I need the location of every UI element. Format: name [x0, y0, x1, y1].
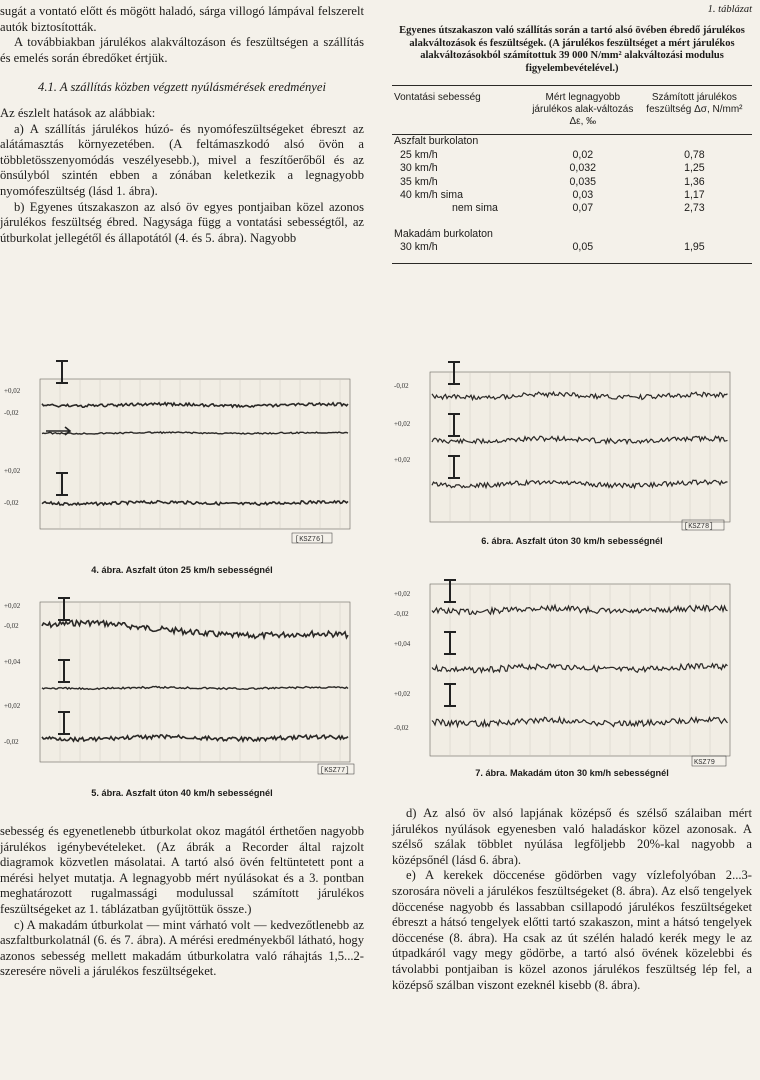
table-cell: 25 km/h [400, 148, 438, 161]
table-cell: 0,03 [572, 189, 594, 201]
tick-label: +0,02 [4, 387, 21, 395]
left-column-top [0, 4, 364, 246]
left-column-bottom [0, 824, 364, 980]
tick-label: -0,02 [4, 622, 19, 630]
tick-label: +0,02 [4, 602, 21, 610]
tick-label: -0,02 [4, 499, 19, 507]
paragraph-d: d) Az alsó öv alsó lapjának középső és szélső szálaiban mért járulékos nyúlások egyenesben való haladáskor közel azonosak. A szélső szálak többlet nyúlása legföljebb 20%-kal nagyobb a középsőnél (lásd 6. ábra). [392, 806, 752, 867]
figure-stamp: [KSZ77] [320, 767, 350, 775]
tick-label: -0,02 [4, 409, 19, 417]
figure-6 [392, 356, 752, 546]
tick-label: -0,02 [394, 610, 409, 618]
figure-caption: 7. ábra. Makadám úton 30 km/h sebességnél [475, 768, 669, 778]
figure-stamp: [KSZ78] [684, 523, 714, 531]
figure-4 [0, 355, 364, 575]
table-row [392, 202, 752, 215]
table-row [392, 162, 752, 175]
table-cell: 0,78 [684, 148, 705, 161]
paragraph-a: a) A szállítás járulékos húzó- és nyomófeszültségeket ébreszt az alátámasztás környezetében. (A feltámaszkodó alsó övön a többletösszenyomódás veszélyesebb.), mivel a feszítőerőből és az önsúlyból szintén ebben a zónában keletkezik a legnagyobb nyomófeszültség (lásd 1. ábra). [0, 121, 364, 198]
figure-5 [0, 588, 364, 798]
tick-label: +0,02 [394, 690, 411, 698]
tick-label: -0,02 [394, 382, 409, 390]
paragraph-e: e) A kerekek döccenése gödörben vagy vízlefolyóban 2...3-szorosára növeli a járulékos feszültségeket (8. ábra). Az első tengelyek döccenése nagyobb és lassabban csillapodó járulékos feszültségeket ébreszt a hátsó tengelyek előtti tartó szakaszon, mint a hátsó tengelyek döccenése (8. ábra). Ha csak az út szélén haladó kerék megy le az útpadkáról vagy megy gödörbe, a tartó alsó övének közelebbi és távolabbi pontjaiban is közel azonos járulékos feszültség lép fel, a középső szálban viszont ezeknél kisebb (8. ábra). [392, 868, 752, 992]
table-cell: 30 km/h [400, 241, 438, 254]
figure-caption: 6. ábra. Aszfalt úton 30 km/h sebességnél [481, 536, 663, 546]
table-cell: 0,035 [569, 175, 597, 188]
tick-label: +0,02 [394, 420, 411, 428]
section-title: 4.1. A szállítás közben végzett nyúlásmérések eredményei [38, 80, 326, 95]
tick-label: +0,04 [4, 658, 21, 666]
right-column-top [392, 4, 752, 264]
table-cell: 1,95 [684, 241, 705, 254]
table-cell: 1,25 [684, 162, 705, 175]
tick-label: -0,02 [4, 738, 19, 746]
tick-label: +0,04 [394, 640, 411, 648]
paragraph-c: c) A makadám útburkolat — mint várható volt — kedvezőtlenebb az aszfaltburkolatnál (6. és 7. ábra). A mérési eredményekből látható, hogy azonos sebesség mellett makadám útburkolatra való ráhajtás 1,5...2-szeresére növeli a járulékos feszültségeket. [0, 917, 364, 979]
paragraph: A továbbiakban járulékos alakváltozáson és feszültségen a szállítás és emelés során ébredőket értjük. [0, 35, 364, 65]
figure-caption: 5. ábra. Aszfalt úton 40 km/h sebességnél [91, 788, 273, 798]
table-cell: nem sima [452, 202, 498, 215]
right-column-bottom [392, 806, 752, 993]
paragraph: Az észlelt hatások az alábbiak: [0, 105, 156, 120]
tick-label: +0,02 [394, 590, 411, 598]
table-caption: Egyenes útszakaszon való szállítás során a tartó alsó övében ébredő járulékos alakváltozások és feszültségek. (A járulékos feszültséget a mért járulékos alakváltozásokból számítottuk 39 000 N/mm² alakváltozási modulus figyelembevételével.) [399, 25, 745, 74]
table-cell: 0,02 [572, 148, 594, 161]
table-header: Számított járulékos feszültség Δσ, N/mm² [646, 92, 743, 116]
table-cell: 1,17 [684, 189, 705, 201]
table-cell: 0,07 [572, 202, 594, 215]
figure-caption: 4. ábra. Aszfalt úton 25 km/h sebességnél [91, 565, 273, 575]
table-cell: 40 km/h sima [400, 189, 463, 201]
table-cell: 30 km/h [400, 162, 438, 175]
table-cell: 2,73 [684, 202, 705, 215]
tick-label: -0,02 [394, 724, 409, 732]
figure-stamp: [KSZ76] [295, 536, 325, 544]
data-table [392, 85, 752, 263]
table-cell: 0,05 [572, 241, 594, 254]
tick-label: +0,02 [394, 456, 411, 464]
figure-7 [392, 572, 752, 778]
table-cell: 1,36 [684, 175, 705, 188]
figure-5-plot [0, 588, 364, 788]
table-group-label: Aszfalt burkolaton [394, 135, 479, 148]
figure-4-plot [0, 355, 364, 565]
table-row [392, 176, 752, 189]
paragraph: sugát a vontató előtt és mögött haladó, sárga villogó lámpával felszerelt autók biztosították. [0, 4, 364, 34]
table-group-label: Makadám burkolaton [394, 227, 493, 240]
figure-7-plot [392, 572, 752, 768]
table-cell: 35 km/h [400, 175, 438, 188]
paragraph: sebesség és egyenetlenebb útburkolat okoz magától érthetően nagyobb járulékos igénybevételeket. (Az ábrák a Recorder által rajzolt diagramok közvetlen másolatai. A tartó alsó övén feltüntetett pont a mérési helyet mutatja. A legnagyobb mért nyúlásokat és a 3. pontban meghatározott rugalmassági modulussal számított járulékos feszültségeket az 1. táblázatban gyűjtöttük össze.) [0, 824, 364, 916]
paragraph-b: b) Egyenes útszakaszon az alsó öv egyes pontjaiban közel azonos járulékos feszültség ébred. Nagysága függ a vontatási sebességtől, az útburkolat jellegétől és állapotától (4. és 5. ábra). Nagyobb [0, 199, 364, 245]
figure-stamp: KSZ79 [694, 759, 716, 767]
tick-label: +0,02 [4, 467, 21, 475]
table-header: Vontatási sebesség [394, 92, 481, 104]
table-cell: 0,032 [569, 162, 597, 175]
table-row [392, 241, 752, 263]
tick-label: +0,02 [4, 702, 21, 710]
table-header: Mért legnagyobb járulékos alak-változás Δε, ‰ [532, 92, 634, 128]
table-row [392, 149, 752, 162]
figure-6-plot [392, 356, 752, 536]
table-row [392, 189, 752, 202]
table-number: 1. táblázat [707, 4, 752, 15]
